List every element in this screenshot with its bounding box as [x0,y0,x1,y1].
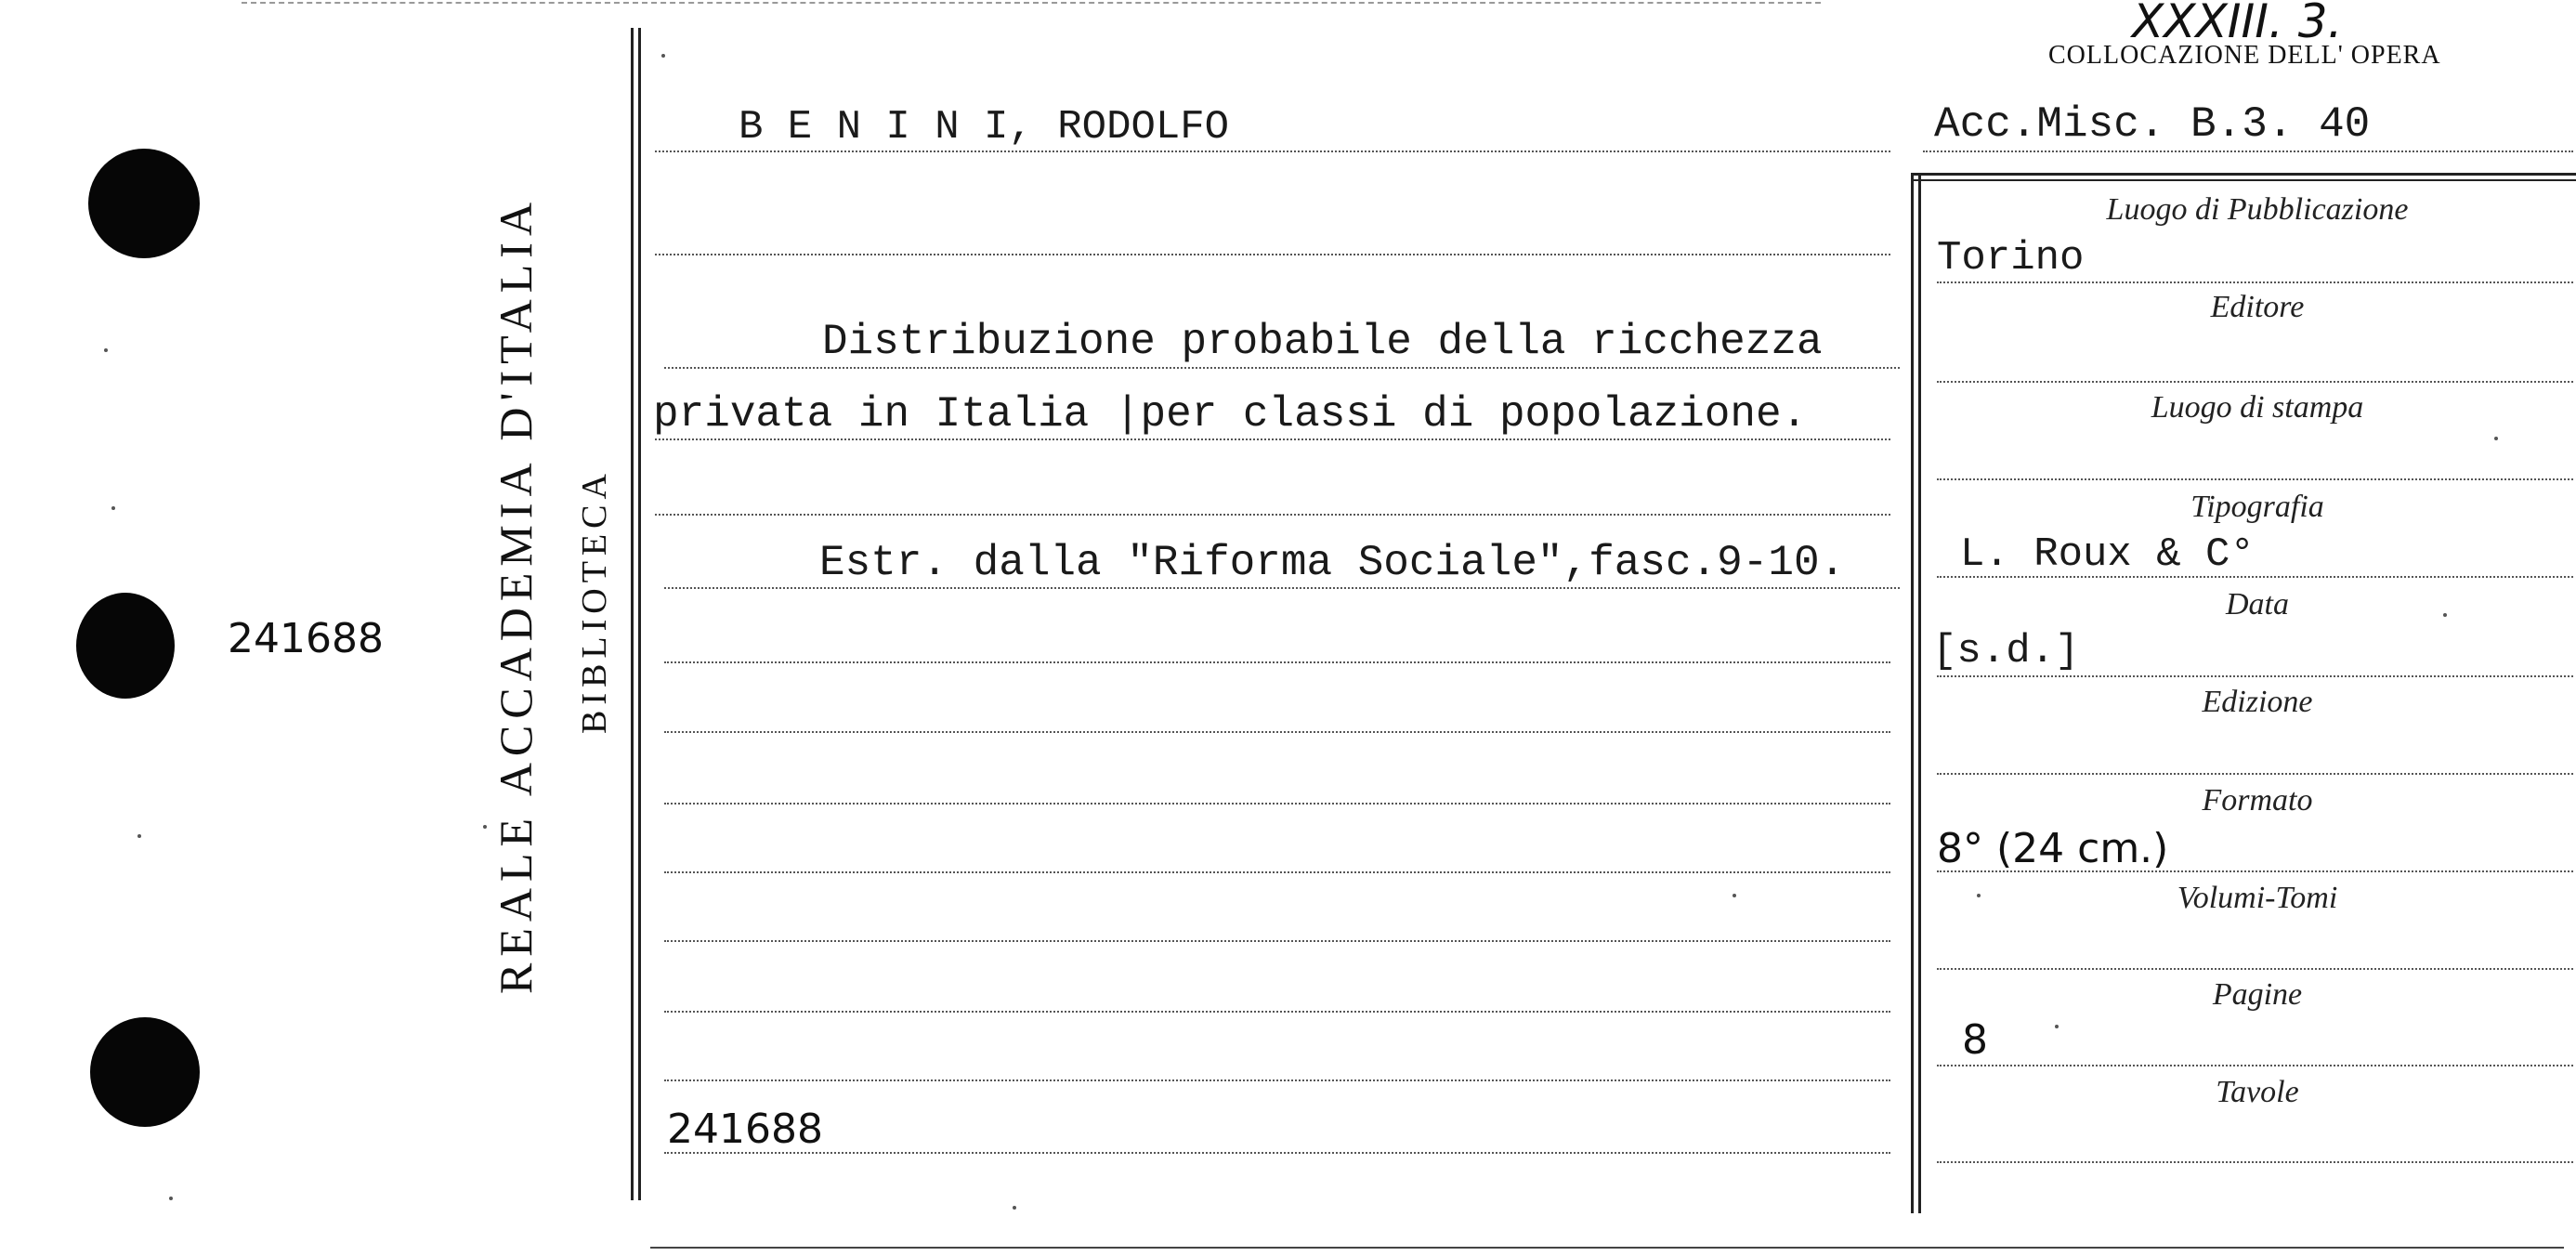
panel-rule-top [1911,173,2576,176]
record-line-10 [664,871,1890,873]
collocazione-handwritten-mark: XXXIII. 3. [2132,0,2343,48]
field-line [1937,675,2573,677]
collocazione-label: COLLOCAZIONE DELL' OPERA [2048,41,2441,70]
shelfmark-line [1923,150,2573,152]
field-line [1937,1161,2573,1163]
speck [137,834,141,838]
field-line [1937,478,2573,480]
author: B E N I N I, RODOLFO [739,104,1230,150]
field-label: Tipografia [2190,490,2324,524]
field-value: L. Roux & C° [1960,531,2255,578]
speck [1013,1206,1016,1210]
speck [169,1197,173,1200]
margin-inventory-number: 241688 [228,615,384,662]
field-label: Edizione [2202,685,2313,719]
field-value: Torino [1937,235,2085,281]
record-line-3 [664,367,1900,369]
field-label: Pagine [2212,977,2303,1012]
speck [1733,894,1736,897]
field-label: Luogo di Pubblicazione [2106,192,2409,227]
speck [483,825,487,829]
panel-rule-left-2 [1918,173,1921,1213]
institution-name: REALE ACCADEMIA D'ITALIA [490,195,542,994]
field-label: Tavole [2216,1075,2299,1109]
title-line-2: privata in Italia |per classi di popolazione. [653,390,1808,438]
record-line-9 [664,803,1890,805]
punch-hole-bottom [90,1017,200,1127]
field-line [1937,281,2573,283]
field-line [1937,968,2573,970]
speck [2055,1025,2059,1028]
field-label: Luogo di stampa [2151,390,2364,425]
record-line-12 [664,1011,1890,1013]
record-inventory-number: 241688 [667,1106,823,1153]
field-label: Editore [2210,290,2305,324]
field-value: 8° (24 cm.) [1937,825,2169,872]
field-label: Volumi-Tomi [2177,881,2338,915]
record-line-2 [655,254,1890,255]
shelfmark: Acc.Misc. B.3. 40 [1934,100,2371,149]
institution-department: BIBLIOTECA [575,468,614,734]
record-line-8 [664,731,1890,733]
speck [111,506,115,510]
field-label: Data [2226,587,2289,621]
punch-hole-middle [76,593,175,699]
field-line [1937,1065,2573,1066]
card-bottom-edge [650,1247,2564,1249]
speck [104,348,108,352]
speck [2443,613,2447,617]
title-line-1: Distribuzione probabile della ricchezza [822,318,1823,366]
field-line [1937,773,2573,775]
record-line-11 [664,940,1890,942]
field-line [1937,576,2573,578]
speck [2494,437,2498,440]
field-value: 8 [1962,1016,1988,1064]
record-line-4 [655,438,1890,440]
speck [661,54,665,58]
record-line-7 [664,661,1890,663]
panel-rule-left [1911,173,1914,1213]
record-line-5 [655,514,1890,516]
record-line-6 [664,587,1900,589]
field-line [1937,381,2573,383]
panel-rule-top-2 [1911,179,2576,181]
extract-note: Estr. dalla "Riforma Sociale",fasc.9-10. [819,539,1846,587]
field-line [1937,870,2573,872]
main-rule-left [631,28,634,1200]
field-value: [s.d.] [1932,628,2080,674]
speck [1977,894,1981,897]
field-label: Formato [2202,783,2313,818]
card-top-edge [242,2,1821,4]
punch-hole-top [88,149,200,258]
main-rule-right [638,28,641,1200]
record-line-1 [655,150,1890,152]
record-line-14 [664,1152,1890,1154]
record-line-13 [664,1079,1890,1081]
